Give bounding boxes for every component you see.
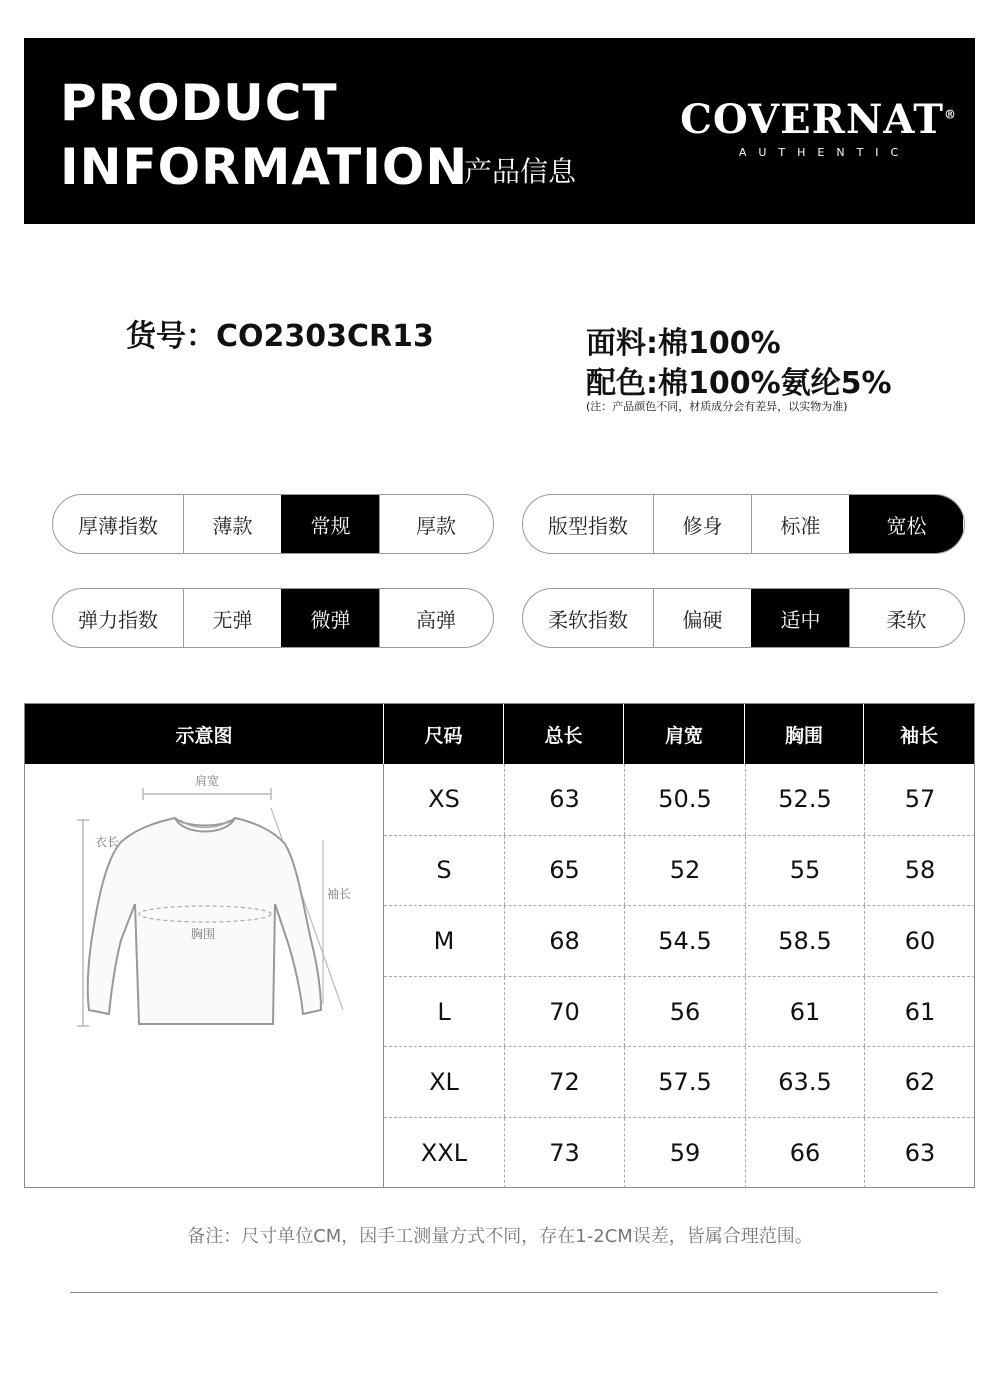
scale-option-selected: 常规 — [281, 495, 379, 553]
cell-sleeve: 61 — [864, 977, 975, 1047]
color-material-info: 配色:棉100%氨纶5% — [586, 366, 892, 401]
material-note: (注：产品颜色不同，材质成分会有差异，以实物为准) — [586, 400, 848, 413]
cell-size: XXL — [420, 1138, 468, 1167]
brand-name: COVERNAT — [680, 96, 944, 143]
scale-elasticity — [52, 588, 494, 648]
header-size: 尺码 — [383, 704, 503, 764]
cell-chest: 61 — [745, 977, 864, 1047]
scale-option: 柔软 — [849, 589, 963, 647]
cell-length: 73 — [504, 1118, 624, 1188]
scale-option-selected: 宽松 — [849, 495, 963, 553]
divider — [70, 1292, 938, 1293]
scale-label: 弹力指数 — [78, 607, 158, 632]
size-table-header — [25, 704, 974, 764]
cell-size: XS — [428, 785, 460, 814]
subtitle-cn: 产品信息 — [464, 155, 577, 188]
shirt-outline — [88, 818, 321, 1024]
cell-length: 72 — [504, 1047, 624, 1117]
scale-option: 偏硬 — [653, 589, 751, 647]
title-line-1: PRODUCT — [60, 74, 338, 132]
cell-chest: 52.5 — [745, 764, 864, 835]
cell-shoulder: 50.5 — [624, 764, 745, 835]
title-line-2: INFORMATION — [60, 138, 469, 196]
header-length: 总长 — [503, 704, 623, 764]
cell-sleeve: 63 — [864, 1118, 975, 1188]
cell-sleeve: 60 — [864, 906, 975, 976]
brand-registered-mark: ® — [944, 107, 957, 122]
cell-shoulder: 52 — [624, 836, 745, 906]
item-number: 货号：CO2303CR13 — [126, 319, 434, 354]
cell-length: 63 — [504, 764, 624, 835]
cell-length: 65 — [504, 836, 624, 906]
table-row — [384, 905, 975, 976]
material-info — [586, 324, 892, 414]
label-sleeve: 袖长 — [327, 887, 352, 901]
cell-size: S — [436, 856, 452, 885]
size-remark: 备注：尺寸单位CM，因手工测量方式不同，存在1-2CM误差，皆属合理范围。 — [187, 1226, 813, 1247]
brand-sub: AUTHENTIC — [738, 146, 911, 159]
scale-thickness — [52, 494, 494, 554]
scale-option: 修身 — [653, 495, 751, 553]
scale-option: 标准 — [751, 495, 849, 553]
scale-option-selected: 适中 — [751, 589, 849, 647]
header-banner — [24, 38, 975, 224]
table-row — [384, 976, 975, 1047]
label-chest: 胸围 — [190, 927, 216, 941]
header-sleeve: 袖长 — [863, 704, 974, 764]
cell-shoulder: 54.5 — [624, 906, 745, 976]
fabric-info: 面料:棉100% — [586, 326, 781, 361]
cell-shoulder: 57.5 — [624, 1047, 745, 1117]
garment-diagram — [25, 764, 383, 1188]
label-shoulder: 肩宽 — [194, 774, 220, 788]
tshirt-illustration — [25, 764, 383, 1188]
brand-logo — [680, 96, 957, 159]
scale-option: 无弹 — [183, 589, 281, 647]
cell-size: M — [433, 926, 455, 955]
cell-sleeve: 58 — [864, 836, 975, 906]
table-row — [384, 764, 975, 835]
cell-size: L — [437, 997, 451, 1026]
table-row — [384, 1117, 975, 1188]
header-shoulder: 肩宽 — [623, 704, 744, 764]
cell-shoulder: 56 — [624, 977, 745, 1047]
scale-label: 柔软指数 — [548, 607, 628, 632]
size-rows — [383, 764, 975, 1188]
scale-option: 薄款 — [183, 495, 281, 553]
table-row — [384, 1046, 975, 1117]
table-row — [384, 835, 975, 906]
scale-option: 高弹 — [379, 589, 492, 647]
cell-chest: 63.5 — [745, 1047, 864, 1117]
cell-chest: 55 — [745, 836, 864, 906]
cell-chest: 58.5 — [745, 906, 864, 976]
cell-length: 70 — [504, 977, 624, 1047]
cell-length: 68 — [504, 906, 624, 976]
header-chest: 胸围 — [744, 704, 863, 764]
cell-shoulder: 59 — [624, 1118, 745, 1188]
cell-sleeve: 57 — [864, 764, 975, 835]
size-table — [24, 703, 975, 1188]
label-length: 衣长 — [95, 835, 120, 849]
scale-label: 版型指数 — [548, 513, 628, 538]
scale-softness — [522, 588, 965, 648]
header-diagram: 示意图 — [175, 724, 233, 747]
scale-label: 厚薄指数 — [78, 513, 158, 538]
cell-sleeve: 62 — [864, 1047, 975, 1117]
scale-option-selected: 微弹 — [281, 589, 379, 647]
scale-option: 厚款 — [379, 495, 492, 553]
cell-size: XL — [429, 1068, 459, 1097]
cell-chest: 66 — [745, 1118, 864, 1188]
scale-fit — [522, 494, 965, 554]
